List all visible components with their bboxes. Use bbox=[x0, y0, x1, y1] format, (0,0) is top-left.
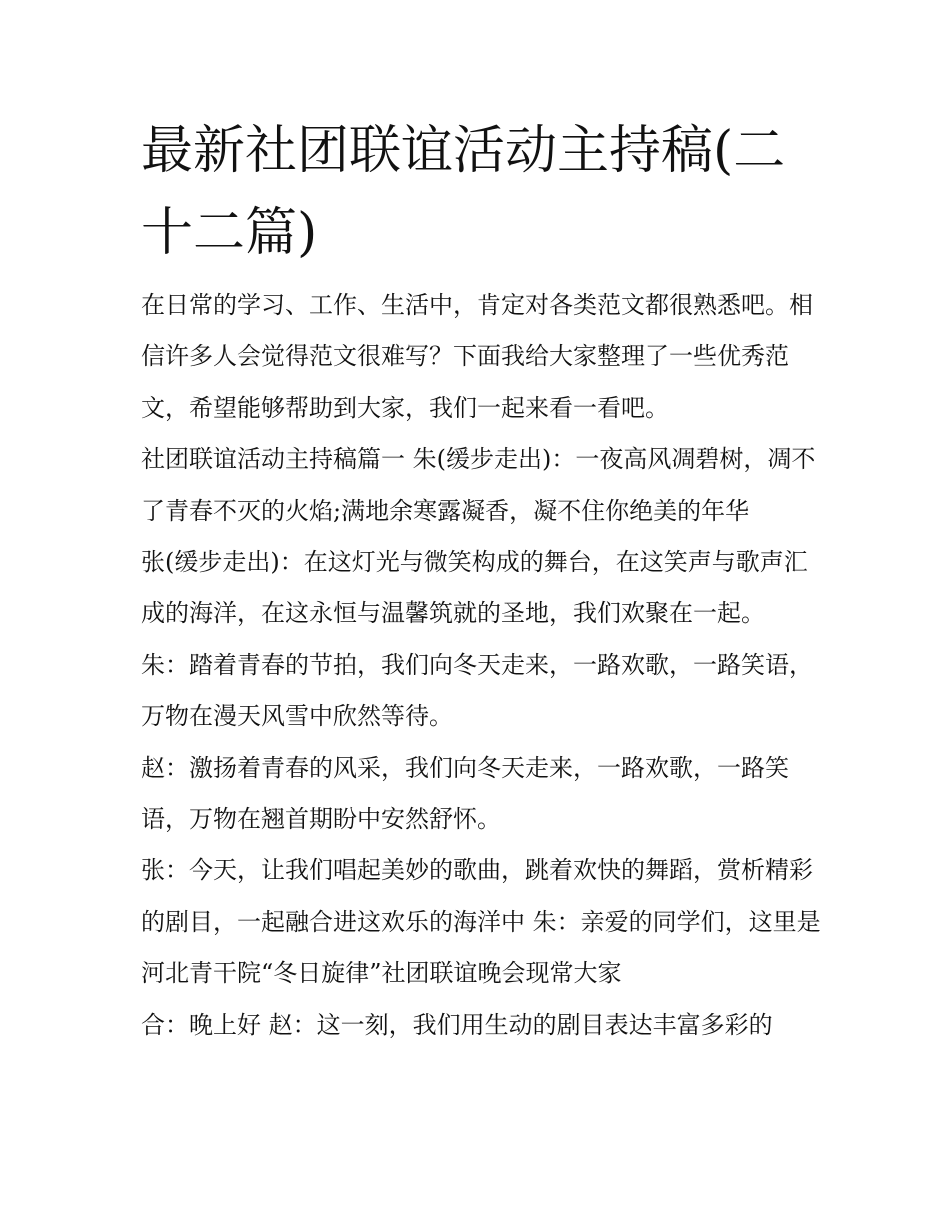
paragraph-zhang-2: 张：今天，让我们唱起美妙的歌曲，跳着欢快的舞蹈，赏析精彩的剧目，一起融合进这欢乐的海洋中 朱：亲爱的同学们，这里是河北青干院“冬日旋律”社团联谊晚会现常大家 bbox=[141, 856, 821, 988]
paragraph-together: 合：晚上好 赵：这一刻，我们用生动的剧目表达丰富多彩的 bbox=[141, 1010, 773, 1039]
paragraph-opening: 社团联谊活动主持稿篇一 朱(缓步走出)：一夜高风凋碧树，凋不了青春不灭的火焰;满地余寒露凝香，凝不住你绝美的年华 bbox=[141, 445, 816, 525]
paragraph-zhang-1: 张(缓步走出)：在这灯光与微笑构成的舞台，在这笑声与歌声汇成的海洋，在这永恒与温馨筑就的圣地，我们欢聚在一起。 bbox=[141, 548, 808, 628]
document-title: 最新社团联谊活动主持稿(二十二篇) bbox=[141, 121, 786, 263]
paragraph-intro: 在日常的学习、工作、生活中，肯定对各类范文都很熟悉吧。相信许多人会觉得范文很难写？下面我给大家整理了一些优秀范文，希望能够帮助到大家，我们一起来看一看吧。 bbox=[141, 291, 813, 422]
paragraph-zhu-1: 朱：踏着青春的节拍，我们向冬天走来，一路欢歌，一路笑语，万物在漫天风雪中欣然等待。 bbox=[141, 650, 813, 731]
paragraph-zhao-1: 赵：激扬着青春的风采，我们向冬天走来，一路欢歌，一路笑语，万物在翘首期盼中安然舒怀。 bbox=[141, 753, 789, 834]
document-body bbox=[141, 280, 821, 1051]
